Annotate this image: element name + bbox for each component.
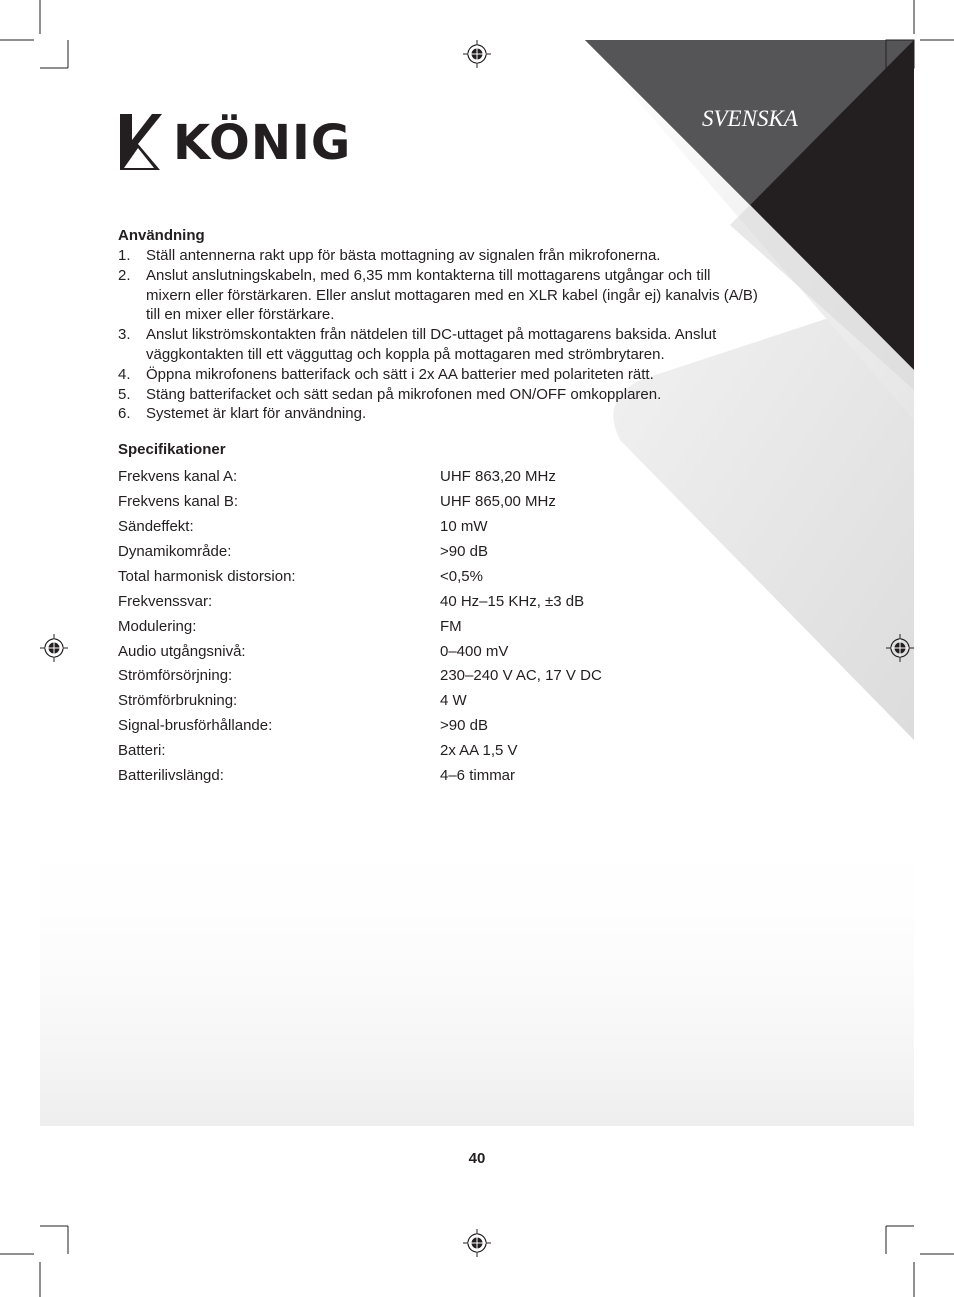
table-row: Modulering: FM: [118, 617, 462, 635]
specs-table: [118, 465, 602, 789]
page-content: [118, 226, 758, 789]
brand-name: KÖNIG: [173, 115, 352, 171]
list-item: 3. Anslut likströmskontakten från nätdelen till DC-uttaget på mottagarens baksida. Anslut väggkontakten till ett vägguttag och koppla på mottagaren med strömbrytaren.: [118, 326, 717, 363]
table-row: Sändeffekt: 10 mW: [118, 517, 488, 535]
registration-target-top: [463, 40, 491, 68]
table-row: Audio utgångsnivå: 0–400 mV: [118, 642, 509, 660]
table-row: Frekvenssvar: 40 Hz–15 KHz, ±3 dB: [118, 592, 585, 610]
bottom-gradient: [40, 820, 914, 1126]
table-row: Strömförbrukning: 4 W: [118, 692, 467, 710]
specs-title: Specifikationer: [118, 441, 226, 459]
registration-target-bottom: [463, 1229, 491, 1257]
table-row: Batteri: 2x AA 1,5 V: [118, 742, 518, 760]
table-row: Frekvens kanal A: UHF 863,20 MHz: [118, 468, 556, 486]
usage-title: Användning: [118, 227, 205, 244]
list-item: 2. Anslut anslutningskabeln, med 6,35 mm kontakterna till mottagarens utgångar och till mixern eller förstärkaren. Eller anslut mottagaren med en XLR kabel (ingår ej) kanalvis (A/B) till en mixer eller förstärkare.: [118, 266, 758, 324]
registration-target-left: [40, 634, 68, 662]
list-item: 1. Ställ antennerna rakt upp för bästa mottagning av signalen från mikrofonerna.: [118, 247, 661, 264]
language-label: SVENSKA: [702, 106, 798, 131]
list-item: 5. Stäng batterifacket och sätt sedan på mikrofonen med ON/OFF omkopplaren.: [118, 385, 662, 403]
list-item: 4. Öppna mikrofonens batterifack och sätt i 2x AA batterier med polariteten rätt.: [118, 365, 654, 383]
usage-steps: [118, 246, 758, 424]
table-row: Signal-brusförhållande: >90 dB: [118, 717, 488, 735]
list-item: 6. Systemet är klart för användning.: [118, 405, 367, 423]
table-row: Dynamikområde: >90 dB: [118, 542, 488, 560]
page-number: 40: [468, 1150, 486, 1167]
table-row: Strömförsörjning: 230–240 V AC, 17 V DC: [118, 667, 602, 685]
table-row: Frekvens kanal B: UHF 865,00 MHz: [118, 493, 556, 511]
table-row: Batterilivslängd: 4–6 timmar: [118, 767, 516, 785]
table-row: Total harmonisk distorsion: <0,5%: [118, 567, 483, 585]
